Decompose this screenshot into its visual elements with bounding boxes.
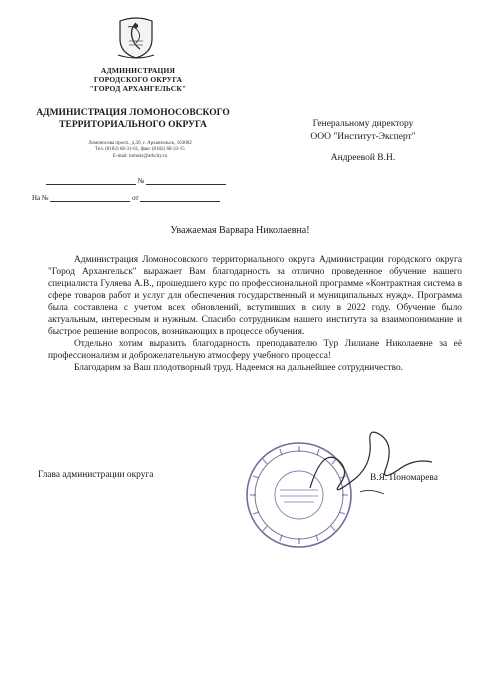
reg-reference-row — [32, 193, 220, 202]
addressee-block — [268, 118, 458, 165]
reg-on-label: На № — [32, 194, 49, 202]
territorial-line1: АДМИНИСТРАЦИЯ ЛОМОНОСОВСКОГО — [36, 108, 230, 118]
signature-position: Глава администрации округа — [38, 470, 154, 480]
reg-on-blank — [50, 193, 130, 202]
contact-block — [50, 141, 230, 160]
contact-email: E-mail: lomokr@arhcity.ru — [112, 153, 168, 159]
reg-from-label: от — [132, 194, 139, 202]
letter-paragraph-2: Отдельно хотим выразить благодарность преподавателю Тур Лилиане Николаевне за её профессионализм и доброжелательную атмосферу учебного процесса! — [48, 339, 462, 361]
contact-address: Ломоносова просп., д.30, г. Архангельск, 163002 — [88, 141, 192, 146]
city-admin-line2: ГОРОДСКОГО ОКРУГА — [93, 75, 183, 84]
city-admin-line1: АДМИНИСТРАЦИЯ — [100, 66, 176, 75]
letter-paragraph-1: Администрация Ломоносовского территориального округа Администрации городского округа "Город Архангельск" выражает Вам благодарность за отлично проведенное обучение нашего специалиста Гуляева А.В., прошедшего курс по профессиональной программе «Контрактная система в сфере товаров работ и услуг для обеспечения государственный и муниципальных нужд». Программа была составлена с учетом всех обновлений, вступивших в силу в 2022 году. Обучение было актуальным, интересным и нужным. Спасибо сотрудникам нашего института за взаимопонимание и быстрое решение вопросов, возникающих в процессе обучения. — [48, 255, 462, 337]
reg-number-blank — [146, 176, 226, 185]
city-coat-of-arms-icon — [116, 15, 156, 59]
city-admin-header — [70, 66, 206, 93]
reg-date-blank — [46, 176, 136, 185]
letter-paragraph-3: Благодарим за Ваш плодотворный труд. Надеемся на дальнейшее сотрудничество. — [74, 363, 404, 373]
reg-no-label: № — [137, 177, 145, 185]
territorial-line2: ТЕРРИТОРИАЛЬНОГО ОКРУГА — [59, 119, 207, 130]
territorial-admin-header — [18, 108, 248, 131]
city-admin-line3: "ГОРОД АРХАНГЕЛЬСК" — [89, 84, 187, 93]
letter-body — [48, 254, 462, 374]
addressee-position: Генеральному директору — [312, 119, 414, 129]
addressee-company: ООО "Институт-Эксперт" — [310, 131, 416, 142]
reg-number-row — [46, 176, 226, 185]
reg-from-blank — [140, 193, 220, 202]
letter-greeting: Уважаемая Варвара Николаевна! — [170, 225, 310, 236]
addressee-name: Андреевой В.Н. — [330, 153, 396, 163]
signature-name: В.Я. Пономарева — [370, 473, 438, 483]
contact-phone: Тел. (8182) 68-31-61, факс (8182) 68-33-15 — [95, 147, 185, 153]
handwritten-signature-icon — [300, 418, 440, 513]
